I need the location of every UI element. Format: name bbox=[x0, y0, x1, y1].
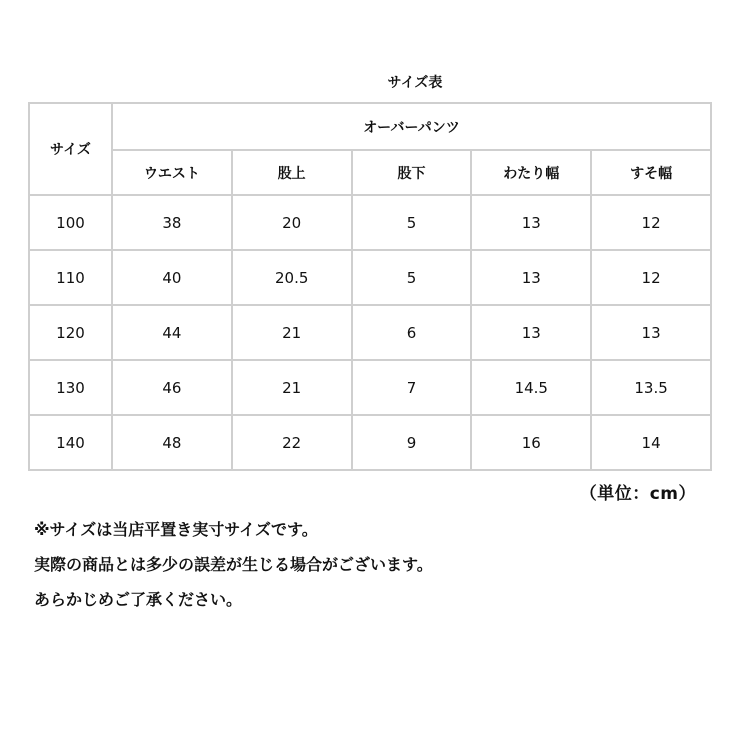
table-cell: 13.5 bbox=[591, 360, 711, 415]
table-row bbox=[29, 250, 711, 305]
table-subheader-row bbox=[29, 150, 711, 195]
table-cell: 22 bbox=[232, 415, 352, 470]
size-cell: 130 bbox=[29, 360, 112, 415]
product-group-header: オーバーパンツ bbox=[112, 103, 711, 150]
column-header-rise: 股上 bbox=[232, 150, 352, 195]
table-cell: 38 bbox=[112, 195, 232, 250]
table-cell: 12 bbox=[591, 250, 711, 305]
table-cell: 13 bbox=[471, 195, 591, 250]
table-cell: 5 bbox=[352, 195, 472, 250]
table-cell: 14 bbox=[591, 415, 711, 470]
table-cell: 12 bbox=[591, 195, 711, 250]
notes bbox=[34, 512, 433, 617]
page-title: サイズ表 bbox=[387, 75, 443, 91]
table-row bbox=[29, 360, 711, 415]
column-header-hem-width: すそ幅 bbox=[591, 150, 711, 195]
table-cell: 46 bbox=[112, 360, 232, 415]
table-cell: 16 bbox=[471, 415, 591, 470]
table-cell: 14.5 bbox=[471, 360, 591, 415]
note-line: ※サイズは当店平置き実寸サイズです。 bbox=[34, 520, 318, 539]
table-cell: 9 bbox=[352, 415, 472, 470]
table-cell: 48 bbox=[112, 415, 232, 470]
table-cell: 7 bbox=[352, 360, 472, 415]
size-column-header: サイズ bbox=[29, 103, 112, 195]
table-cell: 6 bbox=[352, 305, 472, 360]
size-cell: 140 bbox=[29, 415, 112, 470]
size-cell: 120 bbox=[29, 305, 112, 360]
column-header-thigh-width: わたり幅 bbox=[471, 150, 591, 195]
unit-label: （単位：cm） bbox=[579, 484, 696, 504]
size-cell: 110 bbox=[29, 250, 112, 305]
note-line: 実際の商品とは多少の誤差が生じる場合がございます。 bbox=[34, 555, 433, 574]
column-header-waist: ウエスト bbox=[112, 150, 232, 195]
size-cell: 100 bbox=[29, 195, 112, 250]
note-line: あらかじめご了承ください。 bbox=[34, 590, 243, 609]
table-row bbox=[29, 195, 711, 250]
table-row bbox=[29, 305, 711, 360]
table-row bbox=[29, 415, 711, 470]
table-cell: 13 bbox=[471, 305, 591, 360]
table-cell: 13 bbox=[471, 250, 591, 305]
column-header-inseam: 股下 bbox=[352, 150, 472, 195]
table-cell: 5 bbox=[352, 250, 472, 305]
table-cell: 21 bbox=[232, 360, 352, 415]
size-table bbox=[28, 102, 712, 471]
table-header-row bbox=[29, 103, 711, 150]
table-cell: 20 bbox=[232, 195, 352, 250]
table-cell: 40 bbox=[112, 250, 232, 305]
table-cell: 44 bbox=[112, 305, 232, 360]
table-cell: 13 bbox=[591, 305, 711, 360]
table-cell: 20.5 bbox=[232, 250, 352, 305]
table-cell: 21 bbox=[232, 305, 352, 360]
